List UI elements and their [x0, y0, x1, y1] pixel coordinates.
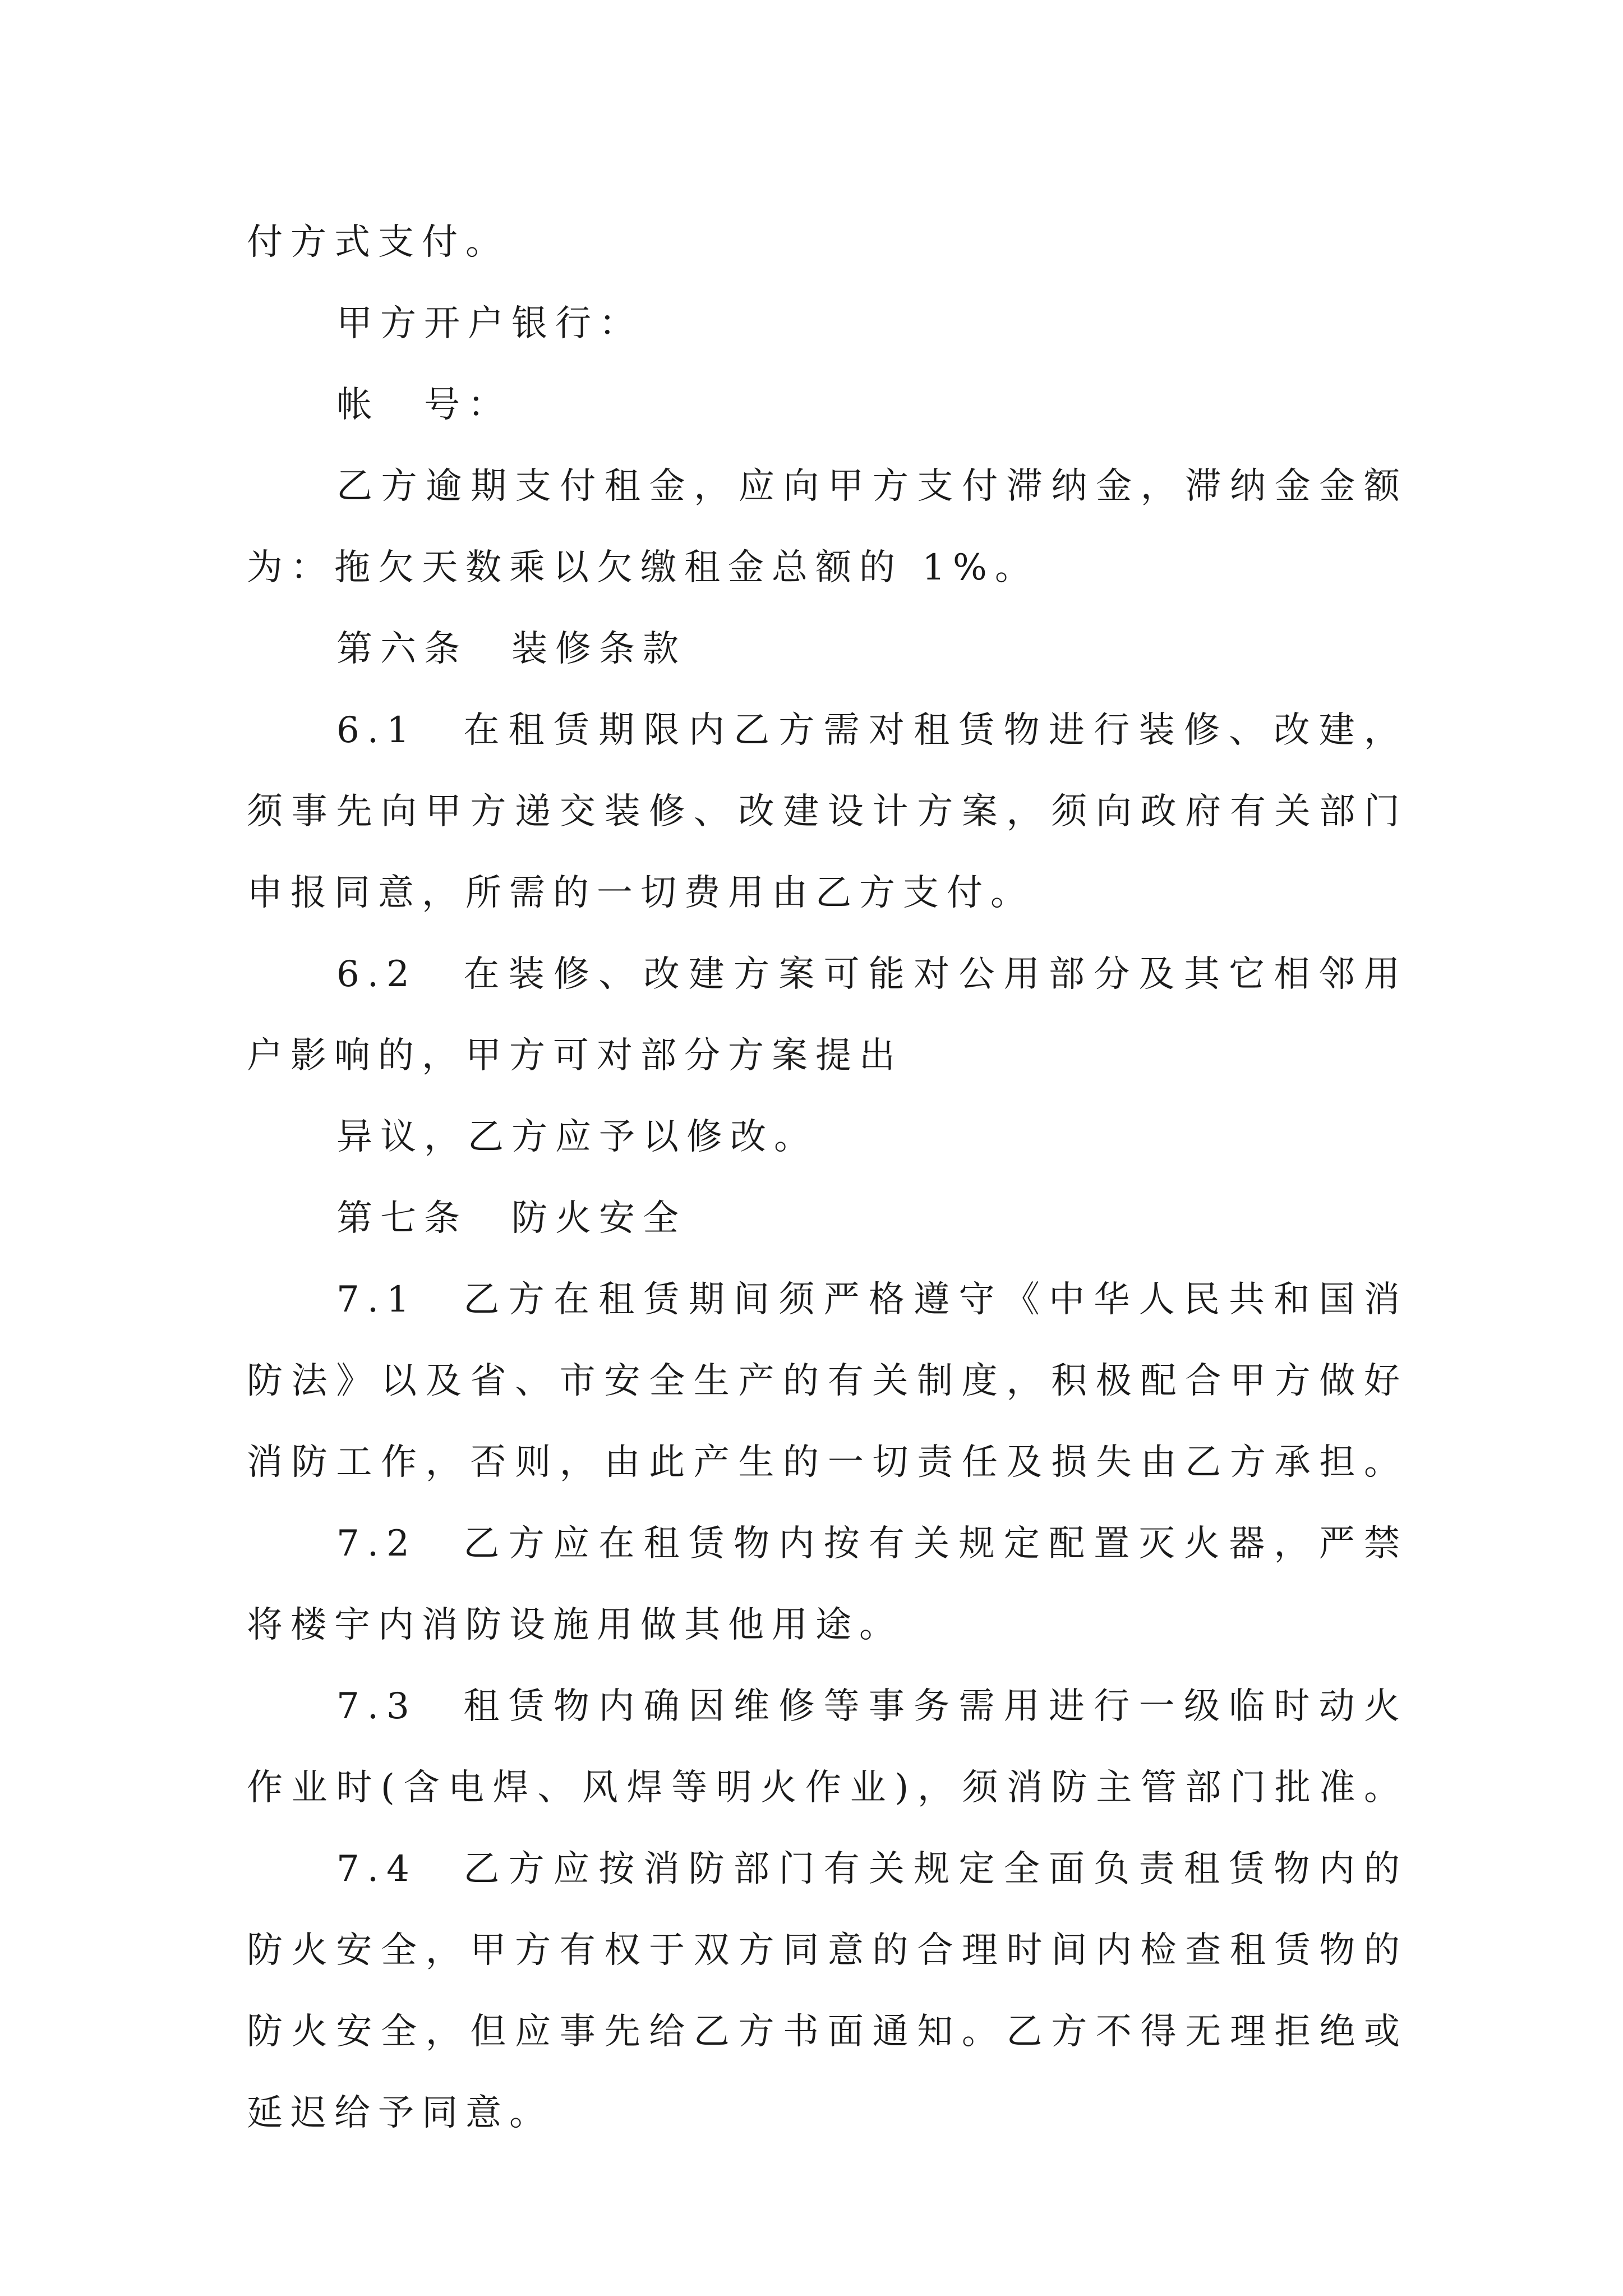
clause-6-1-line-1: 6.1 在租赁期限内乙方需对租赁物进行装修、改建， [336, 710, 1408, 751]
clause-6-2-line-2: 户影响的，甲方可对部分方案提出 [247, 1035, 903, 1076]
clause-7-4-line-1: 7.4 乙方应按消防部门有关规定全面负责租赁物内的 [336, 1848, 1408, 1890]
document-page [247, 202, 1408, 2154]
article-7-heading: 第七条 防火安全 [336, 1198, 686, 1239]
clause-6-2-line-1: 6.2 在装修、改建方案可能对公用部分及其它相邻用 [336, 954, 1408, 995]
late-fee-line-2: 为：拖欠天数乘以欠缴租金总额的 1%。 [247, 547, 1039, 588]
clause-7-2-line-2: 将楼宇内消防设施用做其他用途。 [247, 1604, 903, 1646]
clause-7-3-line-1: 7.3 租赁物内确因维修等事务需用进行一级临时动火 [336, 1686, 1408, 1727]
clause-6-1-line-3: 申报同意，所需的一切费用由乙方支付。 [247, 872, 1034, 914]
text-line-1: 付方式支付。 [247, 222, 509, 263]
bank-label-line: 甲方开户银行： [336, 303, 643, 344]
clause-7-1-line-3: 消防工作，否则，由此产生的一切责任及损失由乙方承担。 [247, 1442, 1408, 1483]
clause-7-1-line-1: 7.1 乙方在租赁期间须严格遵守《中华人民共和国消 [336, 1279, 1408, 1320]
clause-7-4-line-3: 防火安全，但应事先给乙方书面通知。乙方不得无理拒绝或 [247, 2011, 1408, 2053]
clause-7-2-line-1: 7.2 乙方应在租赁物内按有关规定配置灭火器，严禁 [336, 1523, 1408, 1565]
clause-7-3-line-2: 作业时(含电焊、风焊等明火作业)，须消防主管部门批准。 [247, 1767, 1408, 1809]
article-6-heading: 第六条 装修条款 [336, 628, 686, 670]
late-fee-line-1: 乙方逾期支付租金，应向甲方支付滞纳金，滞纳金金额 [336, 466, 1408, 507]
clause-7-4-line-2: 防火安全，甲方有权于双方同意的合理时间内检查租赁物的 [247, 1930, 1408, 1971]
account-label-line: 帐 号： [336, 384, 511, 426]
clause-6-2-line-3: 异议，乙方应予以修改。 [336, 1116, 818, 1158]
clause-6-1-line-2: 须事先向甲方递交装修、改建设计方案，须向政府有关部门 [247, 791, 1408, 832]
clause-7-1-line-2: 防法》以及省、市安全生产的有关制度，积极配合甲方做好 [247, 1360, 1408, 1402]
clause-7-4-line-4: 延迟给予同意。 [247, 2092, 553, 2134]
